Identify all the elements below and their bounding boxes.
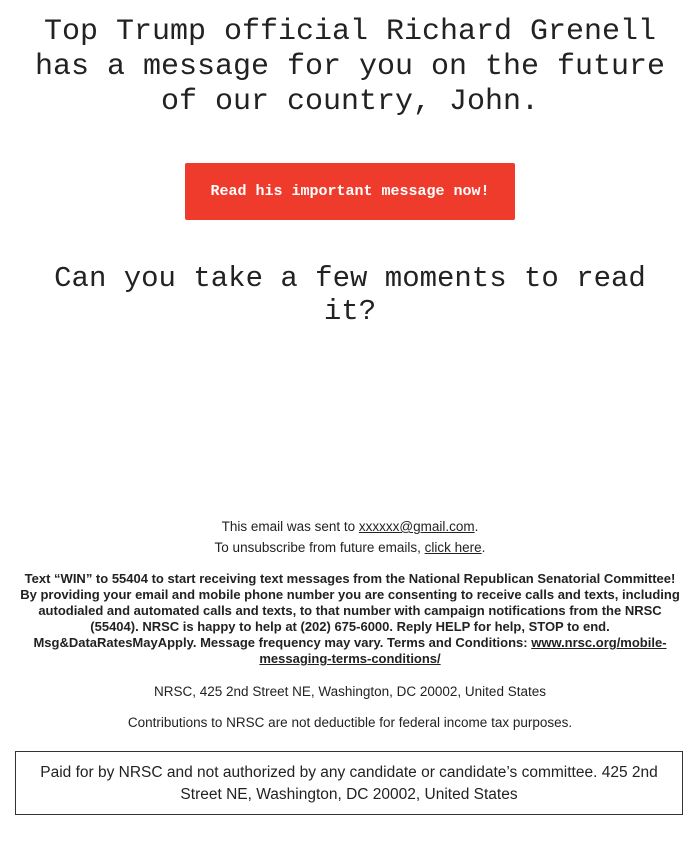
headline: Top Trump official Richard Grenell has a message for you on the future of our country, John.: [34, 15, 666, 119]
paid-for-disclaimer: Paid for by NRSC and not authorized by any candidate or candidate’s committee. 425 2nd Street NE, Washington, DC 20002, United States: [15, 751, 683, 815]
recipient-email-link[interactable]: xxxxxx@gmail.com: [358, 519, 475, 534]
unsubscribe-suffix: .: [481, 540, 486, 555]
terms-conditions-link[interactable]: www.nrsc.org/mobile-messaging-terms-conditions/: [259, 635, 667, 666]
cta-container: [0, 163, 700, 220]
question-text: Can you take a few moments to read it?: [54, 262, 646, 328]
unsubscribe-line: [0, 537, 700, 558]
sent-to-suffix: .: [474, 519, 479, 534]
mailing-address: NRSC, 425 2nd Street NE, Washington, DC 20002, United States: [154, 684, 546, 699]
unsubscribe-link[interactable]: click here: [424, 540, 482, 555]
unsubscribe-prefix: To unsubscribe from future emails,: [214, 540, 425, 555]
sent-to-line: [0, 516, 700, 537]
email-footer: [0, 516, 700, 733]
read-message-button[interactable]: Read his important message now!: [185, 163, 515, 220]
sms-disclaimer: [0, 571, 700, 667]
sent-to-prefix: This email was sent to: [221, 519, 359, 534]
contributions-notice: Contributions to NRSC are not deductible for federal income tax purposes.: [127, 715, 573, 730]
sms-disclaimer-text: Text “WIN” to 55404 to start receiving text messages from the National Republican Senatorial Committee! By providing your email and mobile phone number you are consenting to receive calls and texts, including autodialed and automated calls and texts, to that number with campaign notifications from the NRSC (55404). NRSC is happy to help at (202) 675-6000. Reply HELP for help, STOP to end. Msg&DataRatesMayApply. Message frequency may vary. Terms and Conditions:: [20, 571, 680, 650]
